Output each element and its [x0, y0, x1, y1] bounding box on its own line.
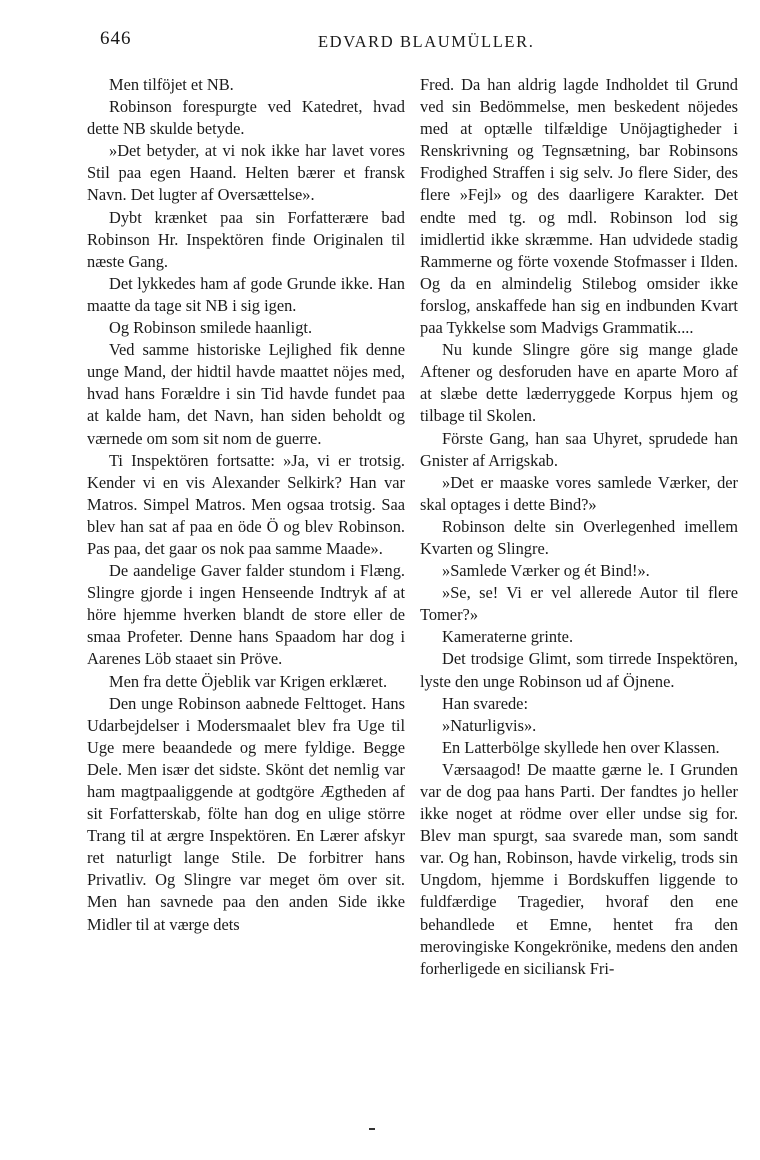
page-header [0, 28, 760, 58]
paragraph: Men tilföjet et NB. [109, 75, 234, 94]
paragraph: »Se, se! Vi er vel allerede Autor til flere Tomer?» [420, 583, 738, 625]
right-column [420, 74, 738, 980]
paragraph: Ved samme historiske Lejlighed fik denne unge Mand, der hidtil havde maattet nöjes med, hvad hans Forældre i sin Tid havde fundet paa at kalde ham, det Navn, han siden beholdt og værnede om som sit nom de guerre. [87, 340, 405, 448]
paragraph: »Naturligvis». [442, 715, 537, 735]
paragraph: Og Robinson smilede haanligt. [109, 318, 313, 338]
left-column [87, 74, 405, 936]
running-title: EDVARD BLAUMÜLLER. [318, 32, 535, 51]
paragraph: En Latterbölge skyllede hen over Klassen. [442, 737, 720, 757]
paragraph: Nu kunde Slingre göre sig mange glade Aftener og desforuden have en aparte Moro af at slæbe dette læderryggede Korpus hjem og tilbage til Skolen. [420, 340, 738, 426]
footer-mark [369, 1128, 375, 1130]
paragraph: Robinson forespurgte ved Katedret, hvad dette NB skulde betyde. [87, 97, 405, 139]
paragraph: Værsaagod! De maatte gærne le. I Grunden var de dog paa hans Parti. Der fandtes jo heller ikke noget at rödme over eller undse sig for. Blev man spurgt, saa svarede man, som sandt var. Og han, Robinson, havde virkelig, trods sin Ungdom, hjemme i Bordskuffen liggende to fuldfærdige Tragedier, hvoraf den ene behandlede et Emne, hentet fra den merovingiske Kongekrönike, medens den anden forherligede en siciliansk Fri- [420, 759, 738, 978]
paragraph-continuation: Fred. Da han aldrig lagde Indholdet til Grund ved sin Bedömmelse, men beskedent nöjedes med at optælle tilfældige Unöjagtigheder i Renskrivning og Tegnsætning, bar Robinsons Frodighed Straffen i sig selv. Jo flere Sider, des flere »Fejl» og des daarligere Karakter. Det endte med tg. og mdl. Robinson lod sig imidlertid ikke skræmme. Han udvidede stadig Rammerne og förte voxende Stofmasser i Ilden. Og da en almindelig Stilebog omsider ikke forslog, anskaffede han sig en indbunden Kvart paa Tykkelse som Madvigs Grammatik.... [420, 75, 738, 338]
paragraph: Kameraterne grinte. [442, 627, 574, 647]
paragraph: Ti Inspektören fortsatte: »Ja, vi er trotsig. Kender vi en vis Alexander Selkirk? Han var Matros. Simpel Matros. Men ogsaa trotsig. Saa blev han sat af paa en öde Ö og blev Robinson. Pas paa, det gaar os nok paa samme Maade». [87, 450, 405, 558]
paragraph: Det lykkedes ham af gode Grunde ikke. Han maatte da tage sit NB i sig igen. [87, 273, 405, 315]
paragraph: »Samlede Værker og ét Bind!». [442, 561, 650, 581]
paragraph: De aandelige Gaver falder stundom i Flæng. Slingre gjorde i ingen Henseende Indtryk af at höre hjemme hverken blandt de store eller de smaa Profeter. Denne hans Spaadom har dog i Aarenes Löb staaet sin Pröve. [87, 561, 405, 669]
paragraph: »Det er maaske vores samlede Værker, der skal optages i dette Bind?» [420, 472, 738, 514]
paragraph: Robinson delte sin Overlegenhed imellem Kvarten og Slingre. [420, 516, 738, 558]
paragraph: »Det betyder, at vi nok ikke har lavet vores Stil paa egen Haand. Helten bærer et fransk Navn. Det lugter af Oversættelse». [87, 141, 405, 205]
page-number: 646 [100, 28, 132, 49]
paragraph: Det trodsige Glimt, som tirrede Inspektören, lyste den unge Robinson ud af Öjnene. [420, 649, 738, 691]
paragraph: Förste Gang, han saa Uhyret, sprudede han Gnister af Arrigskab. [420, 428, 738, 470]
paragraph: Den unge Robinson aabnede Felttoget. Hans Udarbejdelser i Modersmaalet blev fra Uge til Uge mere beaandede og mere fyldige. Begge Dele. Men især det sidste. Skönt det nemlig var ham magtpaaliggende at godtgöre Ægtheden af sit Forfatterskab, fölte han dog en ulige större Trang til at ærgre Inspektören. En Lærer afskyr ret naturligt lange Stile. De forbitrer hans Privatliv. Og Slingre var meget öm over sit. Men han savnede paa den anden Side ikke Midler til at værge dets [87, 693, 405, 934]
paragraph: Dybt krænket paa sin Forfatterære bad Robinson Hr. Inspektören finde Originalen til næste Gang. [87, 207, 405, 271]
paragraph: Han svarede: [442, 693, 529, 713]
paragraph: Men fra dette Öjeblik var Krigen erklæret. [109, 671, 388, 691]
